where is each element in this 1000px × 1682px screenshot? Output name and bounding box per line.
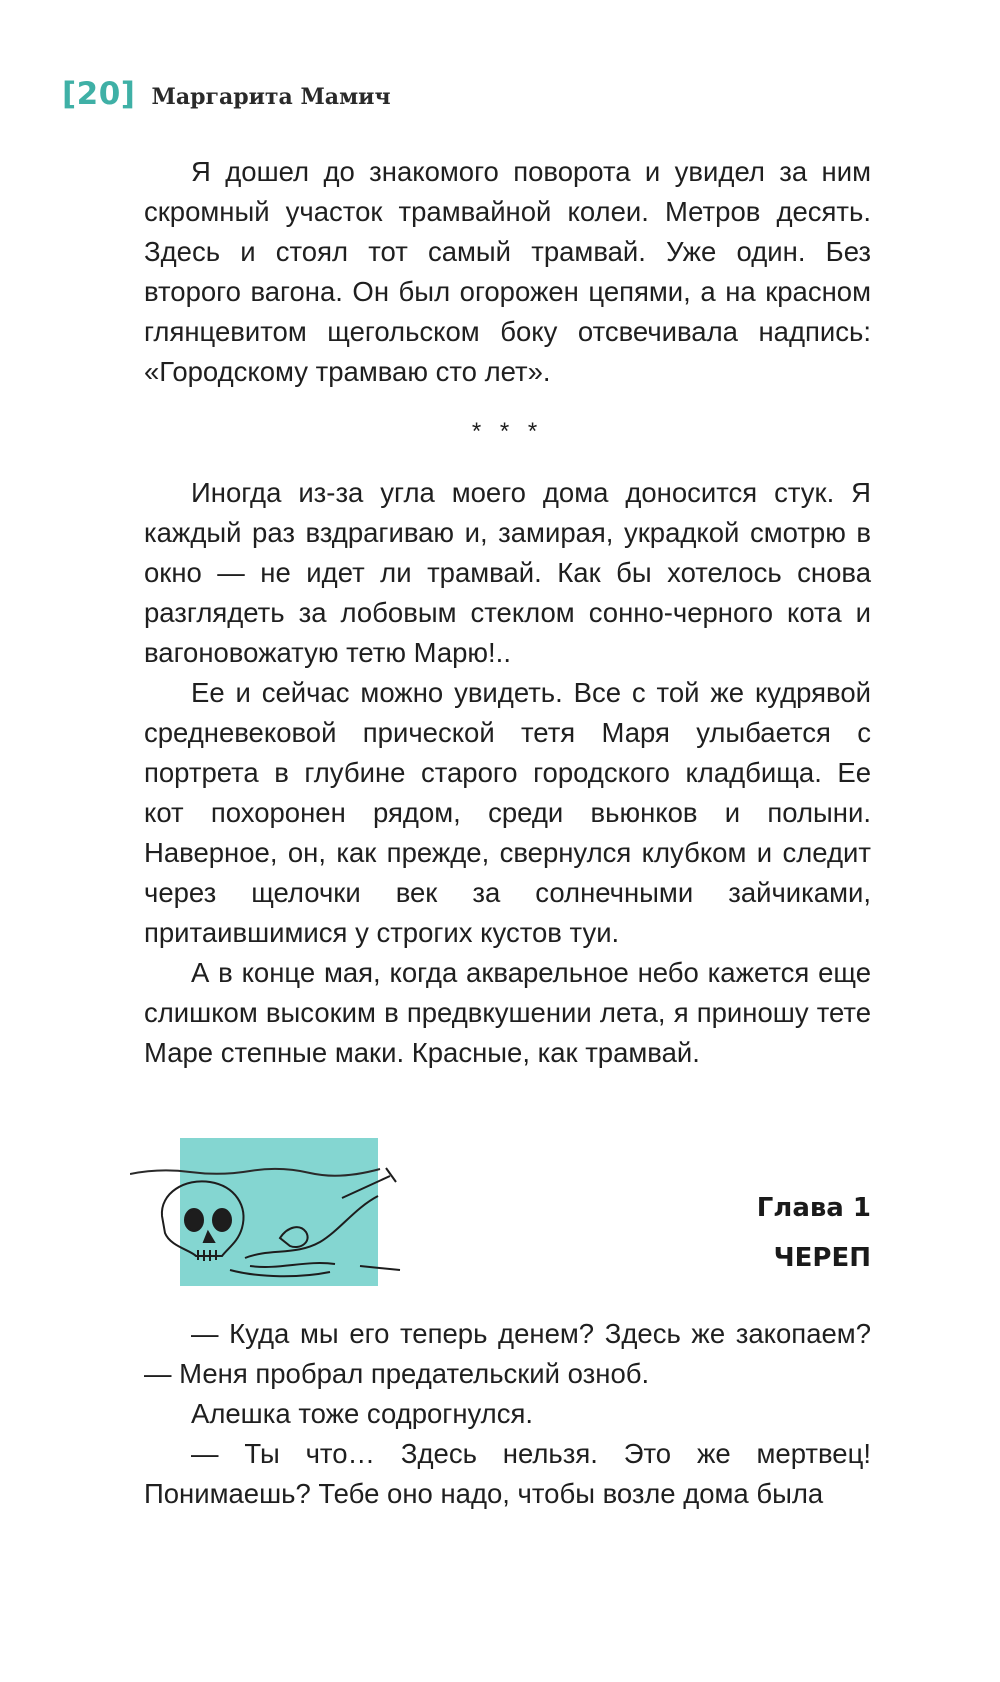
chapter-title: ЧЕРЕП: [773, 1243, 871, 1273]
text-block-3: [144, 1314, 871, 1514]
paragraph: Ее и сейчас можно увидеть. Все с той же кудрявой средневековой прической тетя Маря улыбается с портрета в глубине старого городского кладбища. Ее кот похоронен рядом, среди вьюнков и полыни. Наверное, он, как прежде, свернулся клубком и следит через щелочки век за солнечными зайчиками, притаившимися у строгих кустов туи.: [144, 677, 871, 948]
paragraph: Иногда из-за угла моего дома доносится стук. Я каждый раз вздрагиваю и, замирая, украдкой смотрю в окно — не идет ли трамвай. Как бы хотелось снова разглядеть за лобовым стеклом сонно-черного кота и вагоновожатую тетю Марю!..: [144, 477, 871, 668]
paragraph: А в конце мая, когда акварельное небо кажется еще слишком высоким в предвкушении лета, я приношу тете Маре степные маки. Красные, как трамвай.: [144, 957, 871, 1068]
running-head-author: Маргарита Мамич: [151, 84, 391, 110]
illustration-background: [180, 1138, 378, 1286]
text-block-2: [144, 473, 871, 1073]
chapter-number: Глава 1: [756, 1193, 871, 1223]
running-header: [62, 76, 391, 112]
text-block-1: [144, 152, 871, 392]
chapter-heading: [757, 1183, 871, 1283]
paragraph: Я дошел до знакомого поворота и увидел за ним скромный участок трамвайной колеи. Метров десять. Здесь и стоял тот самый трамвай. Уже один. Без второго вагона. Он был огорожен цепями, а на красном глянцевитом щегольском боку отсвечивала надпись: «Городскому трамваю сто лет».: [144, 156, 871, 387]
page-number: [20]: [62, 76, 136, 112]
section-separator: * * *: [471, 418, 544, 445]
paragraph: — Ты что… Здесь нельзя. Это же мертвец! Понимаешь? Тебе оно надо, чтобы возле дома была: [144, 1438, 871, 1509]
paragraph: Алешка тоже содрогнулся.: [191, 1398, 533, 1429]
paragraph: — Куда мы его теперь денем? Здесь же закопаем? — Меня пробрал предательский озноб.: [144, 1318, 871, 1389]
chapter-illustration: [130, 1138, 420, 1288]
